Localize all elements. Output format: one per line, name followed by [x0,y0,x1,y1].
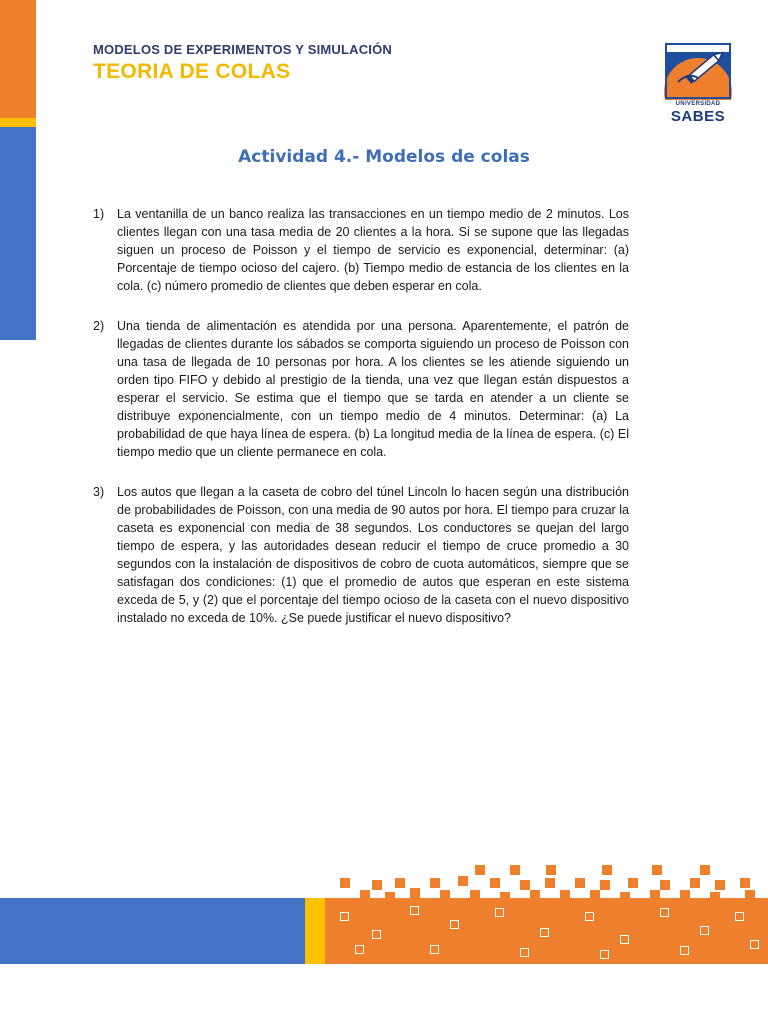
footer-pixel-outline [585,912,594,921]
footer-pixel [360,890,370,900]
footer-pixel-outline [700,926,709,935]
activity-title: Actividad 4.- Modelos de colas [238,147,530,167]
footer-pixel [546,865,556,875]
footer-pixel [385,892,395,902]
footer-pixel [745,890,755,900]
footer-pixel [650,890,660,900]
footer-pixel [620,892,630,902]
footer-pixel [560,890,570,900]
problem-text: Los autos que llegan a la caseta de cobro del túnel Lincoln lo hacen según una distribución de probabilidades de Poisson, con una media de 90 autos por hora. El tiempo para cruzar la caseta es exponencial con media de 38 segundos. Los conductores se quejan del largo tiempo de espera, y las autoridades desean reducir el tiempo de cruce promedio a 30 segundos con la instalación de dispositivos de cobro de cuota automáticos, siempre que se satisfagan dos condiciones: (1) que el promedio de autos que esperan en este sistema exceda de 5, y (2) que el porcentaje del tiempo ocioso de la caseta con el nuevo dispositivo instalado no exceda de 10%. ¿Se puede justificar el nuevo dispositivo? [117,485,629,625]
problem-list [93,205,629,649]
footer-pixel [410,888,420,898]
footer-pixel-outline [680,946,689,955]
footer-pixel [510,865,520,875]
footer-pixel [652,865,662,875]
footer-pixel [340,878,350,888]
footer-pixel-outline [520,948,529,957]
footer-pixel [660,880,670,890]
footer-pixel-outline [355,945,364,954]
course-subtitle: MODELOS DE EXPERIMENTOS Y SIMULACIÓN [93,42,393,57]
logo-emblem-icon [664,42,732,100]
footer-band-blue [0,898,305,964]
problem-number: 3) [93,485,105,499]
footer-pixel [715,880,725,890]
footer-pixel-outline [450,920,459,929]
footer-pixel [590,890,600,900]
course-title: TEORIA DE COLAS [93,60,291,83]
footer-pixel-outline [495,908,504,917]
footer-pixel [458,876,468,886]
logo-big-text: SABES [670,108,726,125]
footer-pixel [690,878,700,888]
footer-pixel [602,865,612,875]
problem-text: Una tienda de alimentación es atendida por una persona. Aparentemente, el patrón de llegadas de clientes durante los sábados se comporta siguiendo un proceso de Poisson con una tasa de llegada de 10 personas por hora. A los clientes se les atiende siguiendo un orden tipo FIFO y debido al prestigio de la tienda, una vez que llegan están dispuestos a esperar el servicio. Se estima que el tiempo que se tarda en atender a un cliente se distribuye exponencialmente, con un tiempo medio de 4 minutos. Determinar: (a) La probabilidad de que haya línea de espera. (b) La longitud media de la línea de espera. (c) El tiempo medio que un cliente permanece en cola. [117,319,629,459]
footer-pixel-outline [540,928,549,937]
footer-pixel [710,892,720,902]
footer-pixel-outline [430,945,439,954]
footer-pixel-outline [410,906,419,915]
footer-band-yellow [305,898,325,964]
problem-item [93,317,629,461]
footer-pixel-outline [600,950,609,959]
problem-number: 1) [93,207,105,221]
problem-text: La ventanilla de un banco realiza las transacciones en un tiempo medio de 2 minutos. Los clientes llegan con una tasa media de 20 clientes a la hora. Si se supone que las llegadas siguen un proceso de Poisson y el tiempo de servicio es exponencial, determinar: (a) Porcentaje de tiempo ocioso del cajero. (b) Tiempo medio de estancia de los clientes en la cola. (c) número promedio de clientes que deben esperar en cola. [117,207,629,293]
footer-pixel [530,890,540,900]
footer-pixel [475,865,485,875]
problem-number: 2) [93,319,105,333]
footer-pixel [430,878,440,888]
footer-pixel-outline [735,912,744,921]
footer-pixel [500,892,510,902]
footer-pixel [628,878,638,888]
logo-small-text: UNIVERSIDAD [675,101,721,107]
footer-pixel [470,890,480,900]
footer-pixel-outline [660,908,669,917]
problem-item [93,483,629,627]
footer-pixel [545,878,555,888]
footer-pixel [372,880,382,890]
footer-pixel [520,880,530,890]
footer-pixel [740,878,750,888]
footer-pixel [600,880,610,890]
side-bar-yellow [0,118,36,127]
side-bar-orange [0,0,36,118]
footer-pixel [395,878,405,888]
footer-pixel [490,878,500,888]
university-logo [664,42,732,128]
footer-pixel-outline [340,912,349,921]
footer-pixel [700,865,710,875]
problem-item [93,205,629,295]
footer-pixel [680,890,690,900]
footer-pixel [440,890,450,900]
footer-pixel-outline [620,935,629,944]
footer-pixel-outline [750,940,759,949]
footer-pixel [575,878,585,888]
footer-pixel-outline [372,930,381,939]
